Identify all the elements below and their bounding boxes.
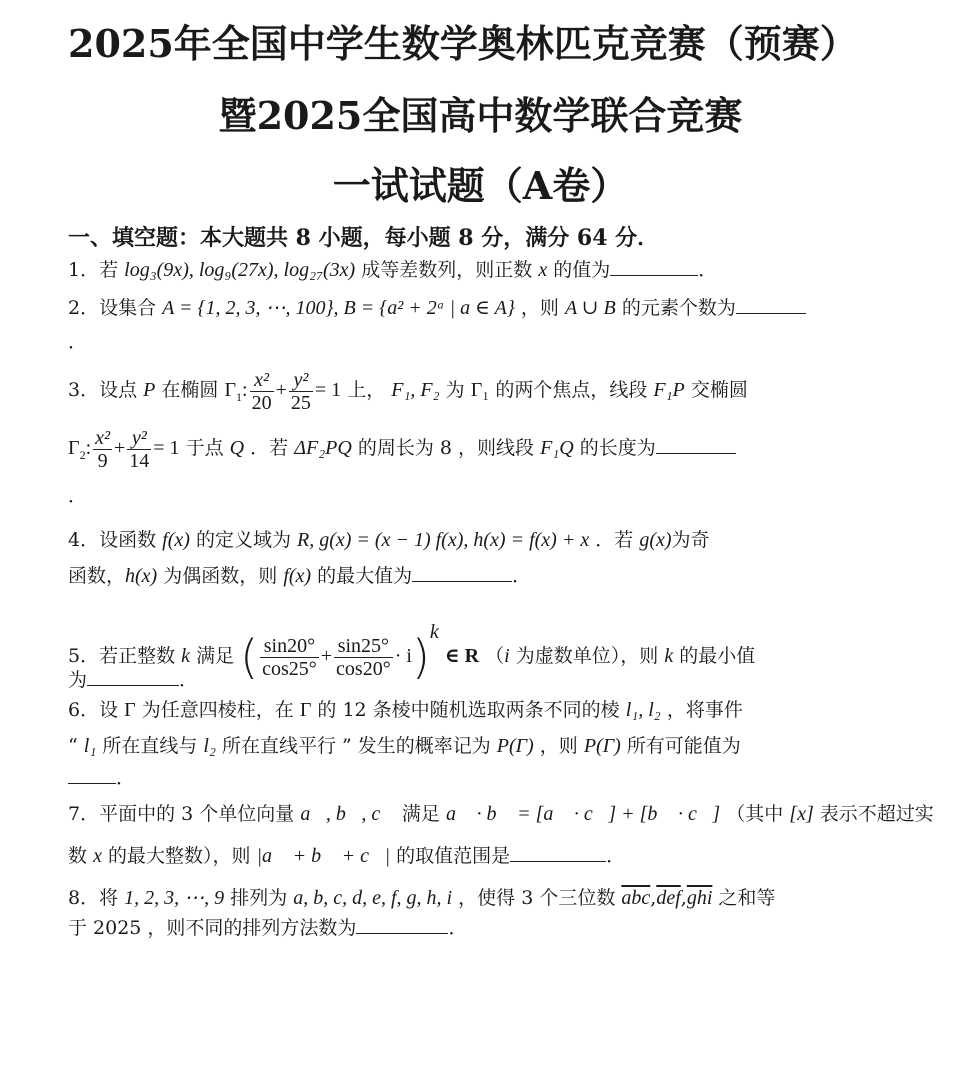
q6-gamma: Γ bbox=[124, 699, 136, 721]
q3-d25: 25 bbox=[290, 391, 311, 414]
q3-text-6: 于点 bbox=[185, 437, 224, 459]
q5-number: 5．若正整数 bbox=[68, 645, 176, 667]
q7-number: 7．平面中的 3 个单位向量 bbox=[68, 803, 295, 825]
q7-text-4: 数 bbox=[68, 845, 88, 867]
q1-variable: x bbox=[538, 259, 548, 281]
q8-def: $\overline{def}$ bbox=[656, 887, 681, 909]
question-2 bbox=[68, 294, 928, 322]
q6-text-7: ，则 bbox=[539, 735, 578, 757]
question-4-line2 bbox=[68, 562, 928, 590]
question-2-cont bbox=[68, 328, 928, 356]
q3-frac-y bbox=[289, 369, 313, 414]
q7-text-6: 的取值范围是 bbox=[396, 845, 511, 867]
q8-text-2: ，使得 3 个三位数 bbox=[458, 887, 616, 909]
q6-text-6: 所在直线平行 ” 发生的概率记为 bbox=[221, 735, 491, 757]
question-4-line1 bbox=[68, 526, 928, 554]
question-6-line3 bbox=[68, 764, 928, 792]
q5-plus: + bbox=[320, 645, 333, 667]
q5-cos25: cos25° bbox=[262, 657, 317, 680]
q2-union: A ∪ B bbox=[564, 297, 616, 319]
answer-blank-4[interactable] bbox=[412, 563, 512, 582]
q2-tail: 的元素个数为 bbox=[621, 297, 736, 319]
q3-text-5: 交椭圆 bbox=[690, 379, 748, 401]
q3-text-2: 上， bbox=[347, 379, 386, 401]
question-5-line1: 5．若正整数 k 满足 ( $\frac{\sin 20^\circ}{\cos 25^\circ}$ + $\frac{\sin 25^\circ}{\cos 20^\circ}$ · i)$^k$ ∈ R （i 为虚数单位），则 k 的最小值 bbox=[68, 621, 756, 684]
q3-gamma1b: Γ₁ bbox=[470, 379, 490, 401]
q1-tail: 的值为 bbox=[553, 259, 611, 281]
q4-hx: h(x) bbox=[125, 565, 158, 587]
q3-gamma1-sub: 1 bbox=[236, 390, 243, 404]
q3-gamma1: $\Gamma_1$: bbox=[224, 379, 248, 404]
q5-cont: 为 bbox=[68, 669, 88, 691]
question-6-line2 bbox=[68, 732, 928, 760]
q7-floor: [x] bbox=[789, 803, 814, 825]
q3-gamma2-letter: Γ bbox=[68, 437, 80, 459]
q3-frac-x bbox=[250, 369, 274, 414]
q7-vectors: a⃗, b⃗, c⃗ bbox=[300, 803, 396, 825]
q7-expression: a⃗ · b⃗ = [a⃗ · c⃗] + [b⃗ · c⃗] bbox=[445, 803, 721, 825]
q3-number: 3．设点 bbox=[68, 379, 138, 401]
q6-text-3: ，将事件 bbox=[666, 699, 743, 721]
q8-vars: a, b, c, d, e, f, g, h, i bbox=[293, 887, 453, 909]
q8-sequence: 1, 2, 3, ⋯, 9 bbox=[124, 887, 225, 909]
q5-cos20: cos20° bbox=[336, 657, 391, 680]
answer-blank-7[interactable] bbox=[510, 843, 606, 862]
q3-gamma2-sub: 2 bbox=[79, 448, 86, 462]
q5-imag: · i bbox=[394, 645, 412, 667]
q3-frac-x2 bbox=[93, 427, 112, 472]
q2-cont: ． bbox=[68, 331, 88, 353]
q3-text-3: 为 bbox=[445, 379, 465, 401]
q1-expression: log₃(9x), log₉(27x), log₂₇(3x) bbox=[124, 259, 356, 281]
q5-sin20: sin20° bbox=[260, 635, 319, 658]
q5-in-r: ∈ R bbox=[444, 645, 480, 667]
title-line-2: 暨2025全国高中数学联合竞赛 bbox=[218, 93, 743, 138]
q8-text-4: 于 2025 ，则不同的排列方法数为 bbox=[68, 917, 357, 939]
q6-text-2: 的 12 条棱中随机选取两条不同的棱 bbox=[317, 699, 620, 721]
q7-text-2: （其中 bbox=[726, 803, 784, 825]
q6-gamma2: Γ bbox=[299, 699, 312, 721]
q3-gamma2: $\Gamma_2$: bbox=[68, 437, 92, 462]
q2-text: ，则 bbox=[520, 297, 559, 319]
q5-end: ． bbox=[179, 669, 199, 691]
question-7-line1 bbox=[68, 800, 934, 828]
q6-lines: l₁, l₂ bbox=[625, 699, 661, 721]
q3-f1q: F₁Q bbox=[540, 437, 574, 459]
q6-l1: l₁ bbox=[83, 735, 97, 757]
q6-text-1: 为任意四棱柱，在 bbox=[141, 699, 294, 721]
q5-text-4: 的最小值 bbox=[679, 645, 756, 667]
q5-k: k bbox=[181, 645, 191, 667]
q5-sin25: sin25° bbox=[334, 635, 393, 658]
q3-y2: y² bbox=[289, 369, 313, 392]
q8-end: ． bbox=[448, 917, 468, 939]
answer-blank-5[interactable] bbox=[87, 667, 179, 686]
q4-text-3: 为奇 bbox=[671, 529, 710, 551]
q7-text-1: 满足 bbox=[401, 803, 440, 825]
q2-expression: A = {1, 2, 3, ⋯, 100}, B = {a² + 2ᵃ | a ∈ A} bbox=[162, 297, 515, 319]
q5-i: i bbox=[504, 645, 510, 667]
question-8-line2 bbox=[68, 914, 928, 942]
q4-number: 4．设函数 bbox=[68, 529, 157, 551]
q1-end: ． bbox=[698, 259, 718, 281]
q4-text-2: ．若 bbox=[595, 529, 634, 551]
q6-end: ． bbox=[116, 767, 136, 789]
title-line-3: 一试试题（A卷） bbox=[332, 163, 629, 208]
question-7-line2 bbox=[68, 842, 928, 870]
q7-end: ． bbox=[606, 845, 626, 867]
q7-x: x bbox=[93, 845, 102, 867]
section-heading: 一、填空题：本大题共 8 小题，每小题 8 分，满分 64 分． bbox=[68, 225, 660, 251]
q3-x2: x² bbox=[250, 369, 274, 392]
q3-y2b: y² bbox=[127, 427, 151, 450]
question-5-line2 bbox=[68, 666, 928, 694]
q8-abc: $\overline{abc}$ bbox=[621, 887, 651, 909]
q3-text-1: 在椭圆 bbox=[161, 379, 219, 401]
title-line-1: 2025年全国中学生数学奥林匹克竞赛（预赛） bbox=[68, 21, 858, 66]
q2-number: 2．设集合 bbox=[68, 297, 157, 319]
q5-text-3: 为虚数单位），则 bbox=[515, 645, 659, 667]
q3-x2b: x² bbox=[95, 426, 110, 449]
q6-l2: l₂ bbox=[203, 735, 216, 757]
q8-number: 8．将 bbox=[68, 887, 119, 909]
q1-text: 成等差数列，则正数 bbox=[361, 259, 533, 281]
q3-d14: 14 bbox=[129, 449, 150, 472]
q3-text-8: 的周长为 8 ，则线段 bbox=[357, 437, 535, 459]
q4-fx2: f(x) bbox=[283, 565, 312, 587]
q4-text-1: 的定义域为 bbox=[195, 529, 291, 551]
q4-text-4: 函数， bbox=[68, 565, 126, 587]
q8-text-3: 之和等 bbox=[718, 887, 776, 909]
q4-end: ． bbox=[512, 565, 532, 587]
q3-cont: ． bbox=[68, 485, 88, 507]
q6-prob: P(Γ) bbox=[496, 735, 534, 757]
answer-blank-3[interactable] bbox=[656, 435, 736, 454]
q4-text-6: 的最大值为 bbox=[317, 565, 413, 587]
q5-text-2: （ bbox=[485, 645, 505, 667]
q6-number: 6．设 bbox=[68, 699, 119, 721]
q3-point-q: Q bbox=[229, 437, 245, 459]
q4-expression: R, g(x) = (x − 1) f(x), h(x) = f(x) + x bbox=[297, 529, 590, 551]
q3-eq1: = 1 bbox=[314, 379, 342, 401]
q3-text-7: ．若 bbox=[250, 437, 289, 459]
q3-text-4: 的两个焦点，线段 bbox=[495, 379, 648, 401]
q5-k2: k bbox=[664, 645, 674, 667]
q3-d20: 20 bbox=[251, 391, 272, 414]
q4-text-5: 为偶函数，则 bbox=[163, 565, 278, 587]
q4-fx: f(x) bbox=[162, 529, 190, 551]
question-8-line1: 8．将 1, 2, 3, ⋯, 9 排列为 a, b, c, d, e, f, g, h, i ，使得 3 个三位数 $\overline{abc},\overline{def},\overline{ghi}$ 之和等 bbox=[68, 887, 776, 909]
answer-blank-6[interactable] bbox=[68, 765, 116, 784]
q3-triangle: ΔF₂PQ bbox=[294, 437, 352, 459]
q3-eq2: = 1 bbox=[153, 437, 180, 459]
q3-point-p: P bbox=[143, 379, 156, 401]
q3-gamma1-letter: Γ bbox=[224, 379, 237, 401]
q5-power: k bbox=[429, 621, 439, 643]
q3-frac-y2 bbox=[127, 427, 151, 472]
q1-number: 1．若 bbox=[68, 259, 119, 281]
question-6-line1 bbox=[68, 696, 928, 724]
q3-d9: 9 bbox=[97, 449, 108, 472]
answer-blank-8[interactable] bbox=[356, 915, 448, 934]
q3-foci: F₁, F₂ bbox=[391, 379, 440, 401]
question-3-line1: 3．设点 P 在椭圆 $\Gamma_1$: $\frac{\text{x²}}{20}$ + $\frac{\text{y²}}{25}$ = 1 上， F₁, F₂ 为 Γ₁ 的两个焦点，线段 F₁P 交椭圆 bbox=[68, 368, 748, 414]
q6-text-8: 所有可能值为 bbox=[626, 735, 741, 757]
q7-text-5: 的最大整数），则 bbox=[108, 845, 251, 867]
answer-blank-2[interactable] bbox=[736, 295, 806, 314]
q3-f1p: F₁P bbox=[653, 379, 685, 401]
question-3-line2: $\Gamma_2$: $\frac{\text{x²}}{9}$ + $\frac{\text{y²}}{14}$ = 1 于点 Q ．若 ΔF₂PQ 的周长为 8 ，则线段 F₁Q 的长度为 bbox=[68, 424, 928, 479]
q8-text-1: 排列为 bbox=[230, 887, 288, 909]
q6-prob2: P(Γ) bbox=[583, 735, 621, 757]
q3-text-9: 的长度为 bbox=[579, 437, 656, 459]
question-3-cont bbox=[68, 482, 928, 510]
answer-blank-1[interactable] bbox=[610, 257, 698, 276]
q5-text-1: 满足 bbox=[196, 645, 235, 667]
q6-text-5: 所在直线与 bbox=[102, 735, 198, 757]
q7-norm: |a⃗ + b⃗ + c⃗| bbox=[256, 845, 391, 867]
q8-ghi: $\overline{ghi}$ bbox=[686, 887, 713, 909]
q4-gx: g(x) bbox=[639, 529, 672, 551]
q7-text-3: 表示不超过实 bbox=[819, 803, 934, 825]
question-1 bbox=[68, 256, 928, 284]
q6-text-4: “ bbox=[68, 735, 78, 757]
